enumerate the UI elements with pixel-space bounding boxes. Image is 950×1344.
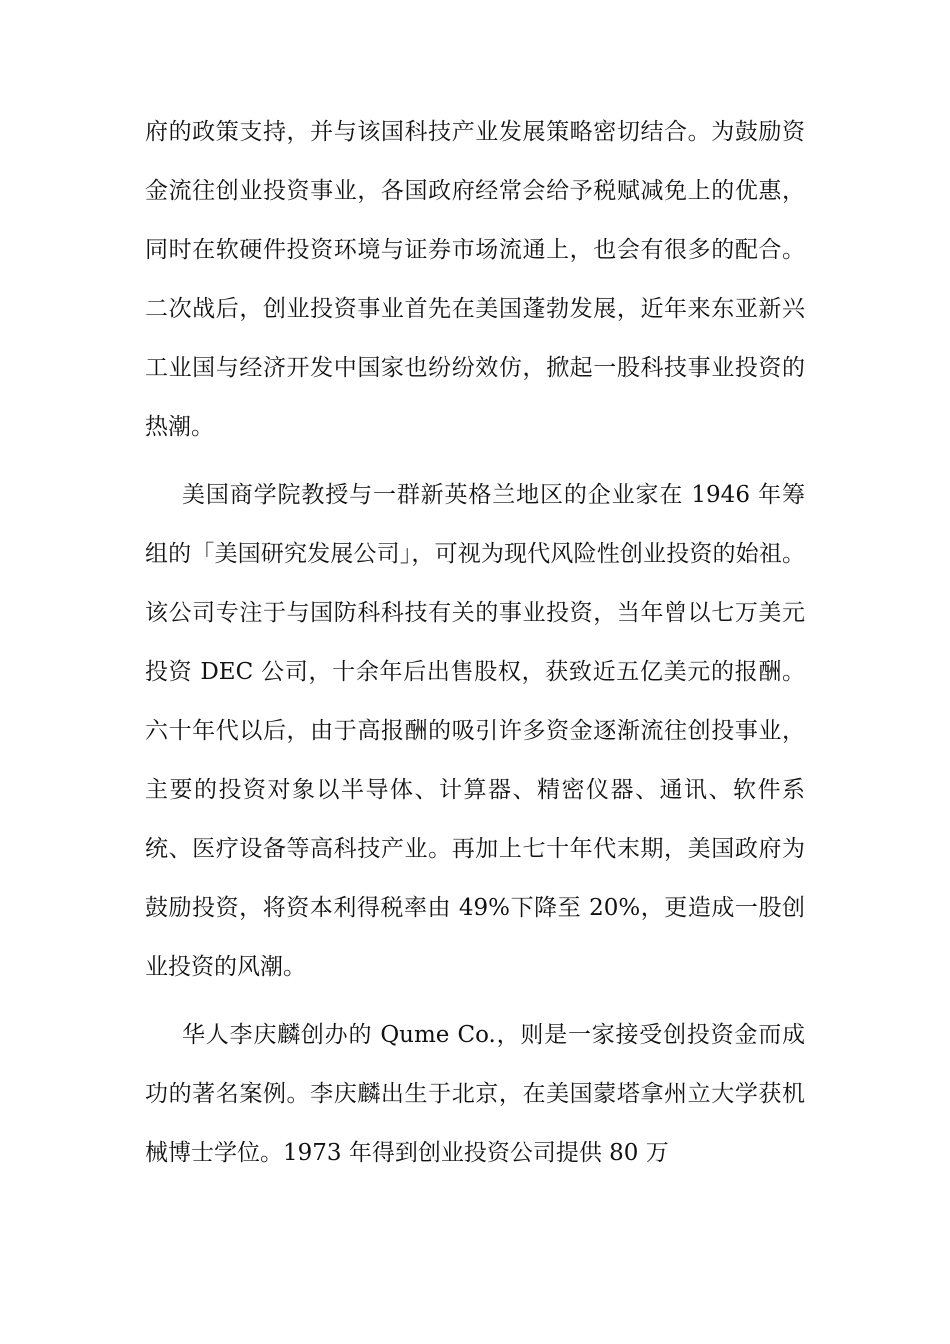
paragraph-american-research: 美国商学院教授与一群新英格兰地区的企业家在 1946 年筹组的「美国研究发展公司」，可视为现代风险性创业投资的始祖。该公司专注于与国防科科技有关的事业投资，当年曾以七万美元投资 DEC 公司，十余年后出售股权，获致近五亿美元的报酬。六十年代以后，由于高报酬的吸引许多资金逐渐流往创投事业，主要的投资对象以半导体、计算器、精密仪器、通讯、软件系统、医疗设备等高科技产业。再加上七十年代末期，美国政府为鼓励投资，将资本利得税率由 49%下降至 20%，更造成一股创业投资的风潮。 <box>145 482 805 980</box>
document-page <box>145 103 805 1183</box>
paragraph-qume: 华人李庆麟创办的 Qume Co.，则是一家接受创投资金而成功的著名案例。李庆麟出生于北京，在美国蒙塔拿州立大学获机械博士学位。1973 年得到创业投资公司提供 80 万 <box>145 1022 805 1166</box>
paragraph-continuation: 府的政策支持，并与该国科技产业发展策略密切结合。为鼓励资金流往创业投资事业，各国政府经常会给予税赋减免上的优惠，同时在软硬件投资环境与证券市场流通上，也会有很多的配合。二次战后，创业投资事业首先在美国蓬勃发展，近年来东亚新兴工业国与经济开发中国家也纷纷效仿，掀起一股科技事业投资的热潮。 <box>145 119 805 440</box>
